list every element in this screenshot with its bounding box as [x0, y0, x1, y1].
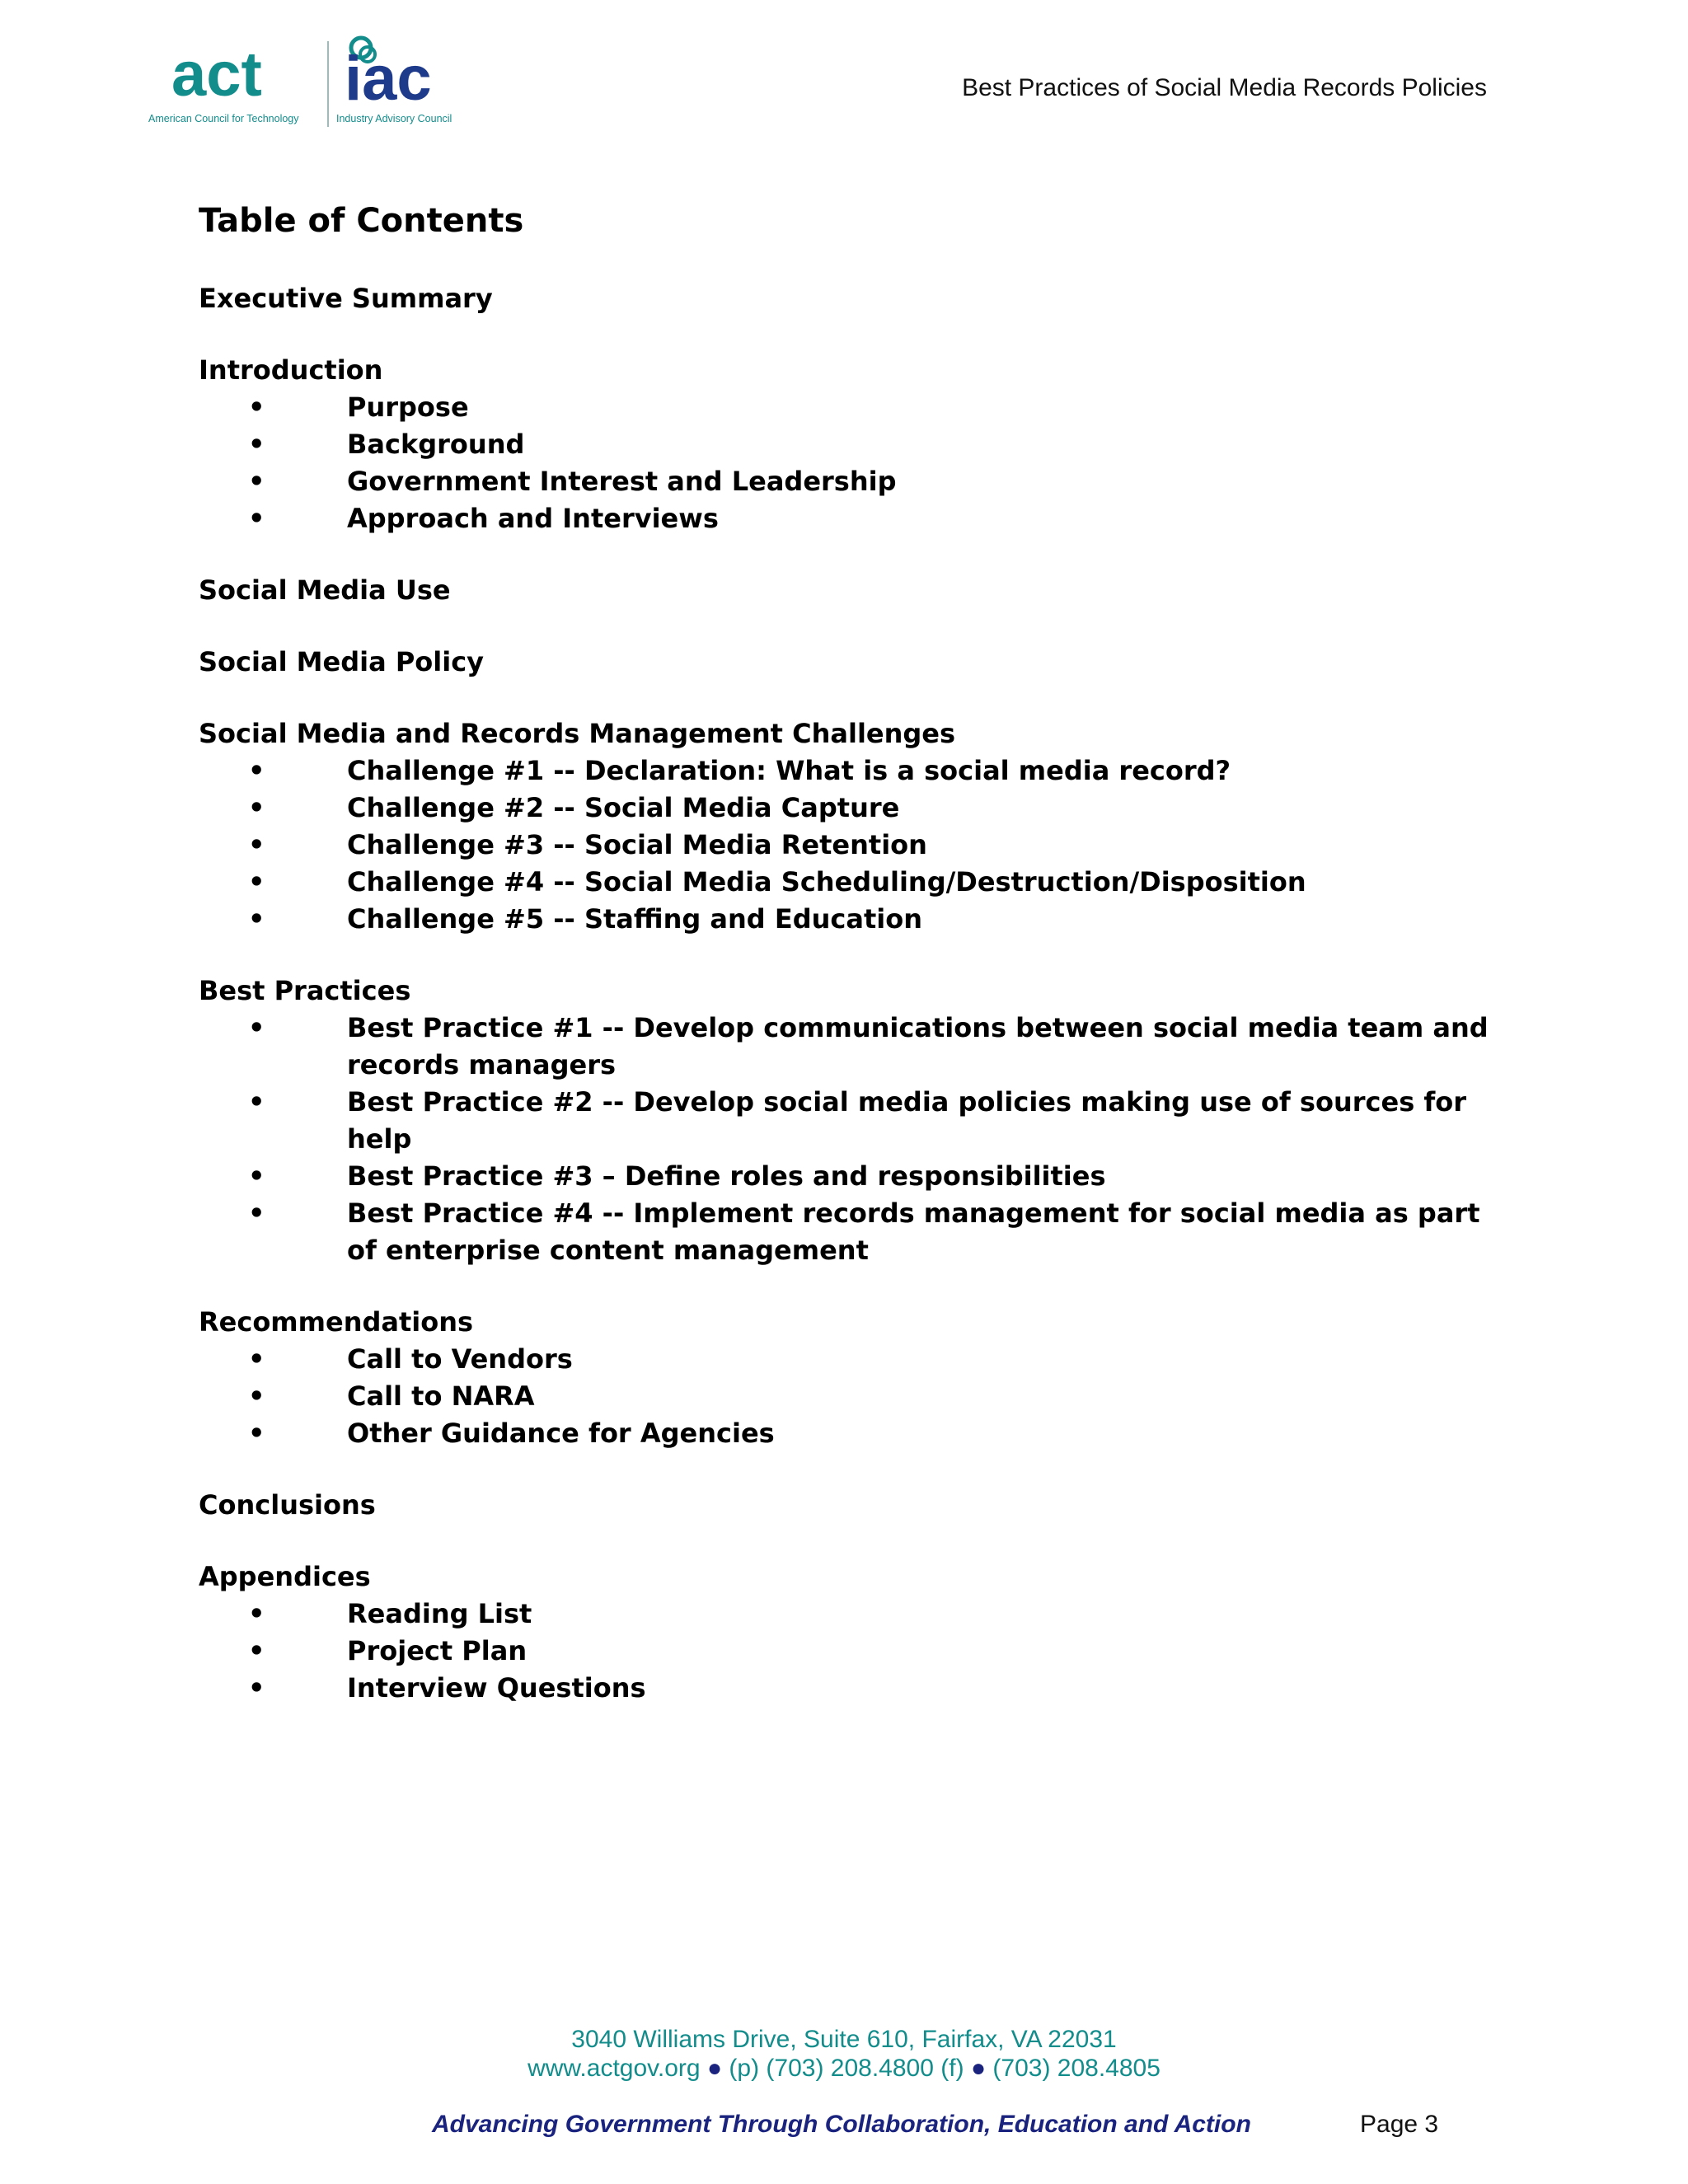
toc-subitem-label: Best Practice #3 – Define roles and responsibilities — [347, 1160, 1106, 1192]
toc-section-heading[interactable]: Social Media Policy — [199, 646, 485, 677]
toc-subitem-list — [199, 752, 1517, 938]
toc-section-heading[interactable]: Executive Summary — [199, 283, 493, 314]
bullet-icon: • — [248, 755, 265, 786]
logo-graphic — [148, 30, 478, 134]
bullet-icon: • — [248, 391, 265, 423]
toc-subitem-label: Best Practice #1 -- Develop communications between social media team and records managers — [347, 1012, 1489, 1080]
toc-section — [199, 715, 1517, 938]
toc-subitem[interactable] — [199, 1378, 1517, 1415]
toc-subitem[interactable] — [199, 1195, 1517, 1269]
document-title: Best Practices of Social Media Records Policies — [962, 74, 1487, 101]
bullet-icon: • — [248, 866, 265, 898]
page-number: Page 3 — [1360, 2111, 1439, 2138]
toc-section — [199, 1558, 1517, 1707]
bullet-icon: • — [248, 903, 265, 935]
footer-address: 3040 Williams Drive, Suite 610, Fairfax, VA 22031 — [571, 2026, 1117, 2053]
toc-subitem-label: Project Plan — [347, 1635, 528, 1666]
logo-iac-wordmark: iac — [345, 44, 432, 114]
toc-section — [199, 972, 1517, 1269]
bullet-icon: • — [248, 1197, 265, 1229]
footer-website-link[interactable]: www.actgov.org — [528, 2055, 701, 2082]
toc-subitem-label: Call to Vendors — [347, 1343, 573, 1375]
toc-section-heading[interactable]: Recommendations — [199, 1306, 474, 1338]
toc-subitem-label: Challenge #4 -- Social Media Scheduling/Destruction/Disposition — [347, 866, 1306, 898]
toc-subitem[interactable] — [199, 1341, 1517, 1378]
toc-section — [199, 280, 1517, 317]
footer-slogan: Advancing Government Through Collaboration, Education and Action — [432, 2111, 1251, 2138]
bullet-icon: • — [248, 429, 265, 460]
toc-subitem[interactable] — [199, 901, 1517, 938]
toc-section — [199, 644, 1517, 681]
toc-subitem[interactable] — [199, 864, 1517, 901]
toc-section — [199, 1304, 1517, 1452]
separator-dot-icon: ● — [706, 2055, 723, 2082]
toc-subitem[interactable] — [199, 1010, 1517, 1084]
toc-section-heading[interactable]: Introduction — [199, 354, 383, 386]
toc-subitem[interactable] — [199, 1670, 1517, 1707]
bullet-icon: • — [248, 829, 265, 860]
bullet-icon: • — [248, 503, 265, 534]
bullet-icon: • — [248, 1380, 265, 1412]
bullet-icon: • — [248, 1160, 265, 1192]
toc-subitem-label: Challenge #3 -- Social Media Retention — [347, 829, 927, 860]
toc-section — [199, 572, 1517, 609]
toc-subitem[interactable] — [199, 752, 1517, 790]
toc-subitem[interactable] — [199, 1633, 1517, 1670]
toc-title: Table of Contents — [199, 202, 524, 240]
toc-section-heading[interactable]: Conclusions — [199, 1489, 376, 1521]
separator-dot-icon: ● — [970, 2055, 987, 2082]
toc-section-heading[interactable]: Social Media Use — [199, 574, 451, 606]
bullet-icon: • — [248, 1598, 265, 1629]
toc-subitem-label: Government Interest and Leadership — [347, 466, 897, 497]
bullet-icon: • — [248, 1343, 265, 1375]
toc-subitem-list — [199, 1010, 1517, 1269]
toc-subitem-label: Challenge #2 -- Social Media Capture — [347, 792, 900, 823]
toc-subitem-list — [199, 1596, 1517, 1707]
toc-subitem-label: Best Practice #4 -- Implement records management for social media as part of enterprise content management — [347, 1197, 1480, 1266]
toc-subitem-label: Approach and Interviews — [347, 503, 719, 534]
toc-subitem-label: Challenge #1 -- Declaration: What is a social media record? — [347, 755, 1231, 786]
toc-subitem-list — [199, 1341, 1517, 1452]
toc-section — [199, 352, 1517, 537]
toc-subitem[interactable] — [199, 426, 1517, 463]
toc-subitem[interactable] — [199, 827, 1517, 864]
toc-subitem-label: Other Guidance for Agencies — [347, 1418, 775, 1449]
toc-subitem[interactable] — [199, 389, 1517, 426]
logo-act-wordmark: act — [171, 40, 262, 110]
footer-contact — [0, 2054, 1688, 2083]
bullet-icon: • — [248, 1012, 265, 1043]
toc-section-heading[interactable]: Social Media and Records Management Challenges — [199, 718, 956, 749]
toc-subitem[interactable] — [199, 1415, 1517, 1452]
toc-subitem-label: Interview Questions — [347, 1672, 646, 1704]
toc-subitem-label: Background — [347, 429, 525, 460]
toc-subitem[interactable] — [199, 463, 1517, 500]
toc-subitem-label: Call to NARA — [347, 1380, 535, 1412]
toc-subitem[interactable] — [199, 500, 1517, 537]
table-of-contents — [199, 198, 1517, 1741]
bullet-icon: • — [248, 1672, 265, 1704]
bullet-icon: • — [248, 1086, 265, 1118]
toc-subitem-label: Challenge #5 -- Staffing and Education — [347, 903, 922, 935]
toc-subitem[interactable] — [199, 1158, 1517, 1195]
toc-subitem-label: Best Practice #2 -- Develop social media policies making use of sources for help — [347, 1086, 1467, 1155]
act-iac-logo — [148, 30, 478, 134]
footer-phone: (p) (703) 208.4800 — [729, 2055, 934, 2082]
toc-subitem-list — [199, 389, 1517, 537]
logo-act-caption: American Council for Technology — [148, 113, 299, 124]
toc-subitem[interactable] — [199, 1596, 1517, 1633]
toc-subitem-label: Reading List — [347, 1598, 532, 1629]
bullet-icon: • — [248, 1418, 265, 1449]
toc-subitem[interactable] — [199, 1084, 1517, 1158]
footer-fax-number: (703) 208.4805 — [992, 2055, 1160, 2082]
logo-iac-caption: Industry Advisory Council — [336, 113, 452, 124]
bullet-icon: • — [248, 466, 265, 497]
toc-section-heading[interactable]: Appendices — [199, 1561, 371, 1592]
toc-section — [199, 1487, 1517, 1524]
toc-subitem[interactable] — [199, 790, 1517, 827]
toc-subitem-label: Purpose — [347, 391, 469, 423]
toc-section-heading[interactable]: Best Practices — [199, 975, 411, 1006]
footer-fax-label: (f) — [940, 2055, 964, 2082]
toc-sections — [199, 280, 1517, 1707]
bullet-icon: • — [248, 792, 265, 823]
bullet-icon: • — [248, 1635, 265, 1666]
